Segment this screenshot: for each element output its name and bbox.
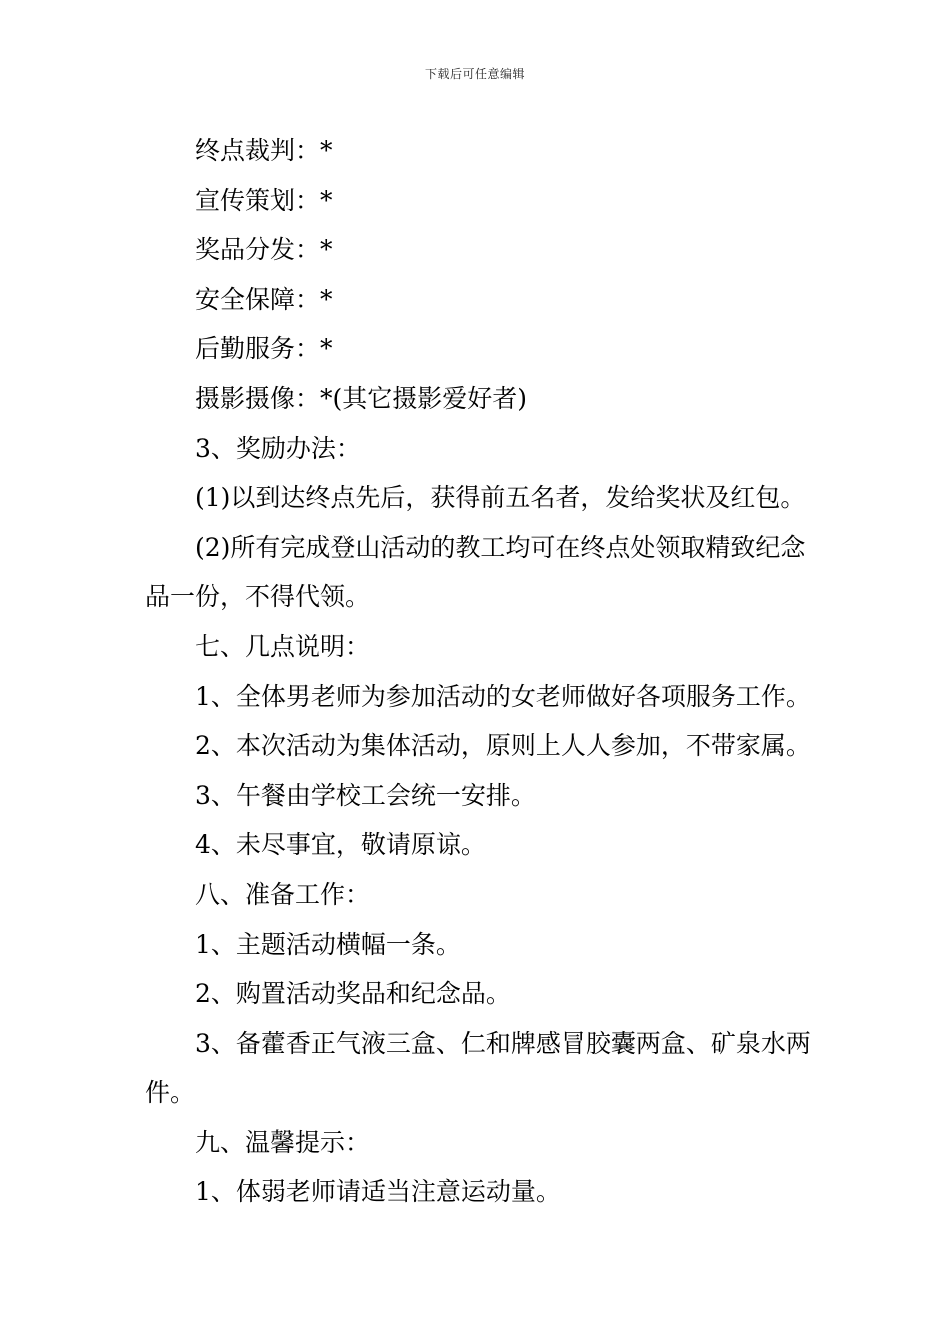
heading-preparation: 八、准备工作： xyxy=(195,879,371,909)
paragraph-prize-distribution: 奖品分发：* xyxy=(195,235,333,265)
heading-tips: 九、温馨提示： xyxy=(195,1127,371,1157)
paragraph-reward-2: (2)所有完成登山活动的教工均可在终点处领取精致纪念品一份，不得代领。 xyxy=(145,532,806,612)
paragraph-finish-judge: 终点裁判：* xyxy=(195,136,333,165)
heading-notes: 七、几点说明： xyxy=(195,631,371,661)
page-header-note: 下载后可任意编辑 xyxy=(424,67,525,81)
paragraph-note-4: 4、未尽事宜，敬请原谅。 xyxy=(195,830,486,860)
paragraph-prep-3: 3、备藿香正气液三盒、仁和牌感冒胶囊两盒、矿泉水两件。 xyxy=(145,1028,811,1108)
paragraph-note-1: 1、全体男老师为参加活动的女老师做好各项服务工作。 xyxy=(195,681,811,711)
paragraph-safety: 安全保障：* xyxy=(195,284,333,314)
paragraph-prep-2: 2、购置活动奖品和纪念品。 xyxy=(195,979,511,1009)
heading-reward-method: 3、奖励办法： xyxy=(195,433,361,463)
paragraph-note-3: 3、午餐由学校工会统一安排。 xyxy=(195,780,536,810)
paragraph-note-2: 2、本次活动为集体活动，原则上人人参加，不带家属。 xyxy=(195,731,811,761)
paragraph-photography: 摄影摄像：*(其它摄影爱好者) xyxy=(195,383,528,413)
document-body xyxy=(145,126,815,1217)
paragraph-logistics: 后勤服务：* xyxy=(195,334,333,364)
paragraph-reward-1: (1)以到达终点先后，获得前五名者，发给奖状及红包。 xyxy=(195,483,806,513)
paragraph-tip-1: 1、体弱老师请适当注意运动量。 xyxy=(195,1177,561,1207)
paragraph-publicity: 宣传策划：* xyxy=(195,185,333,215)
paragraph-prep-1: 1、主题活动横幅一条。 xyxy=(195,929,461,959)
